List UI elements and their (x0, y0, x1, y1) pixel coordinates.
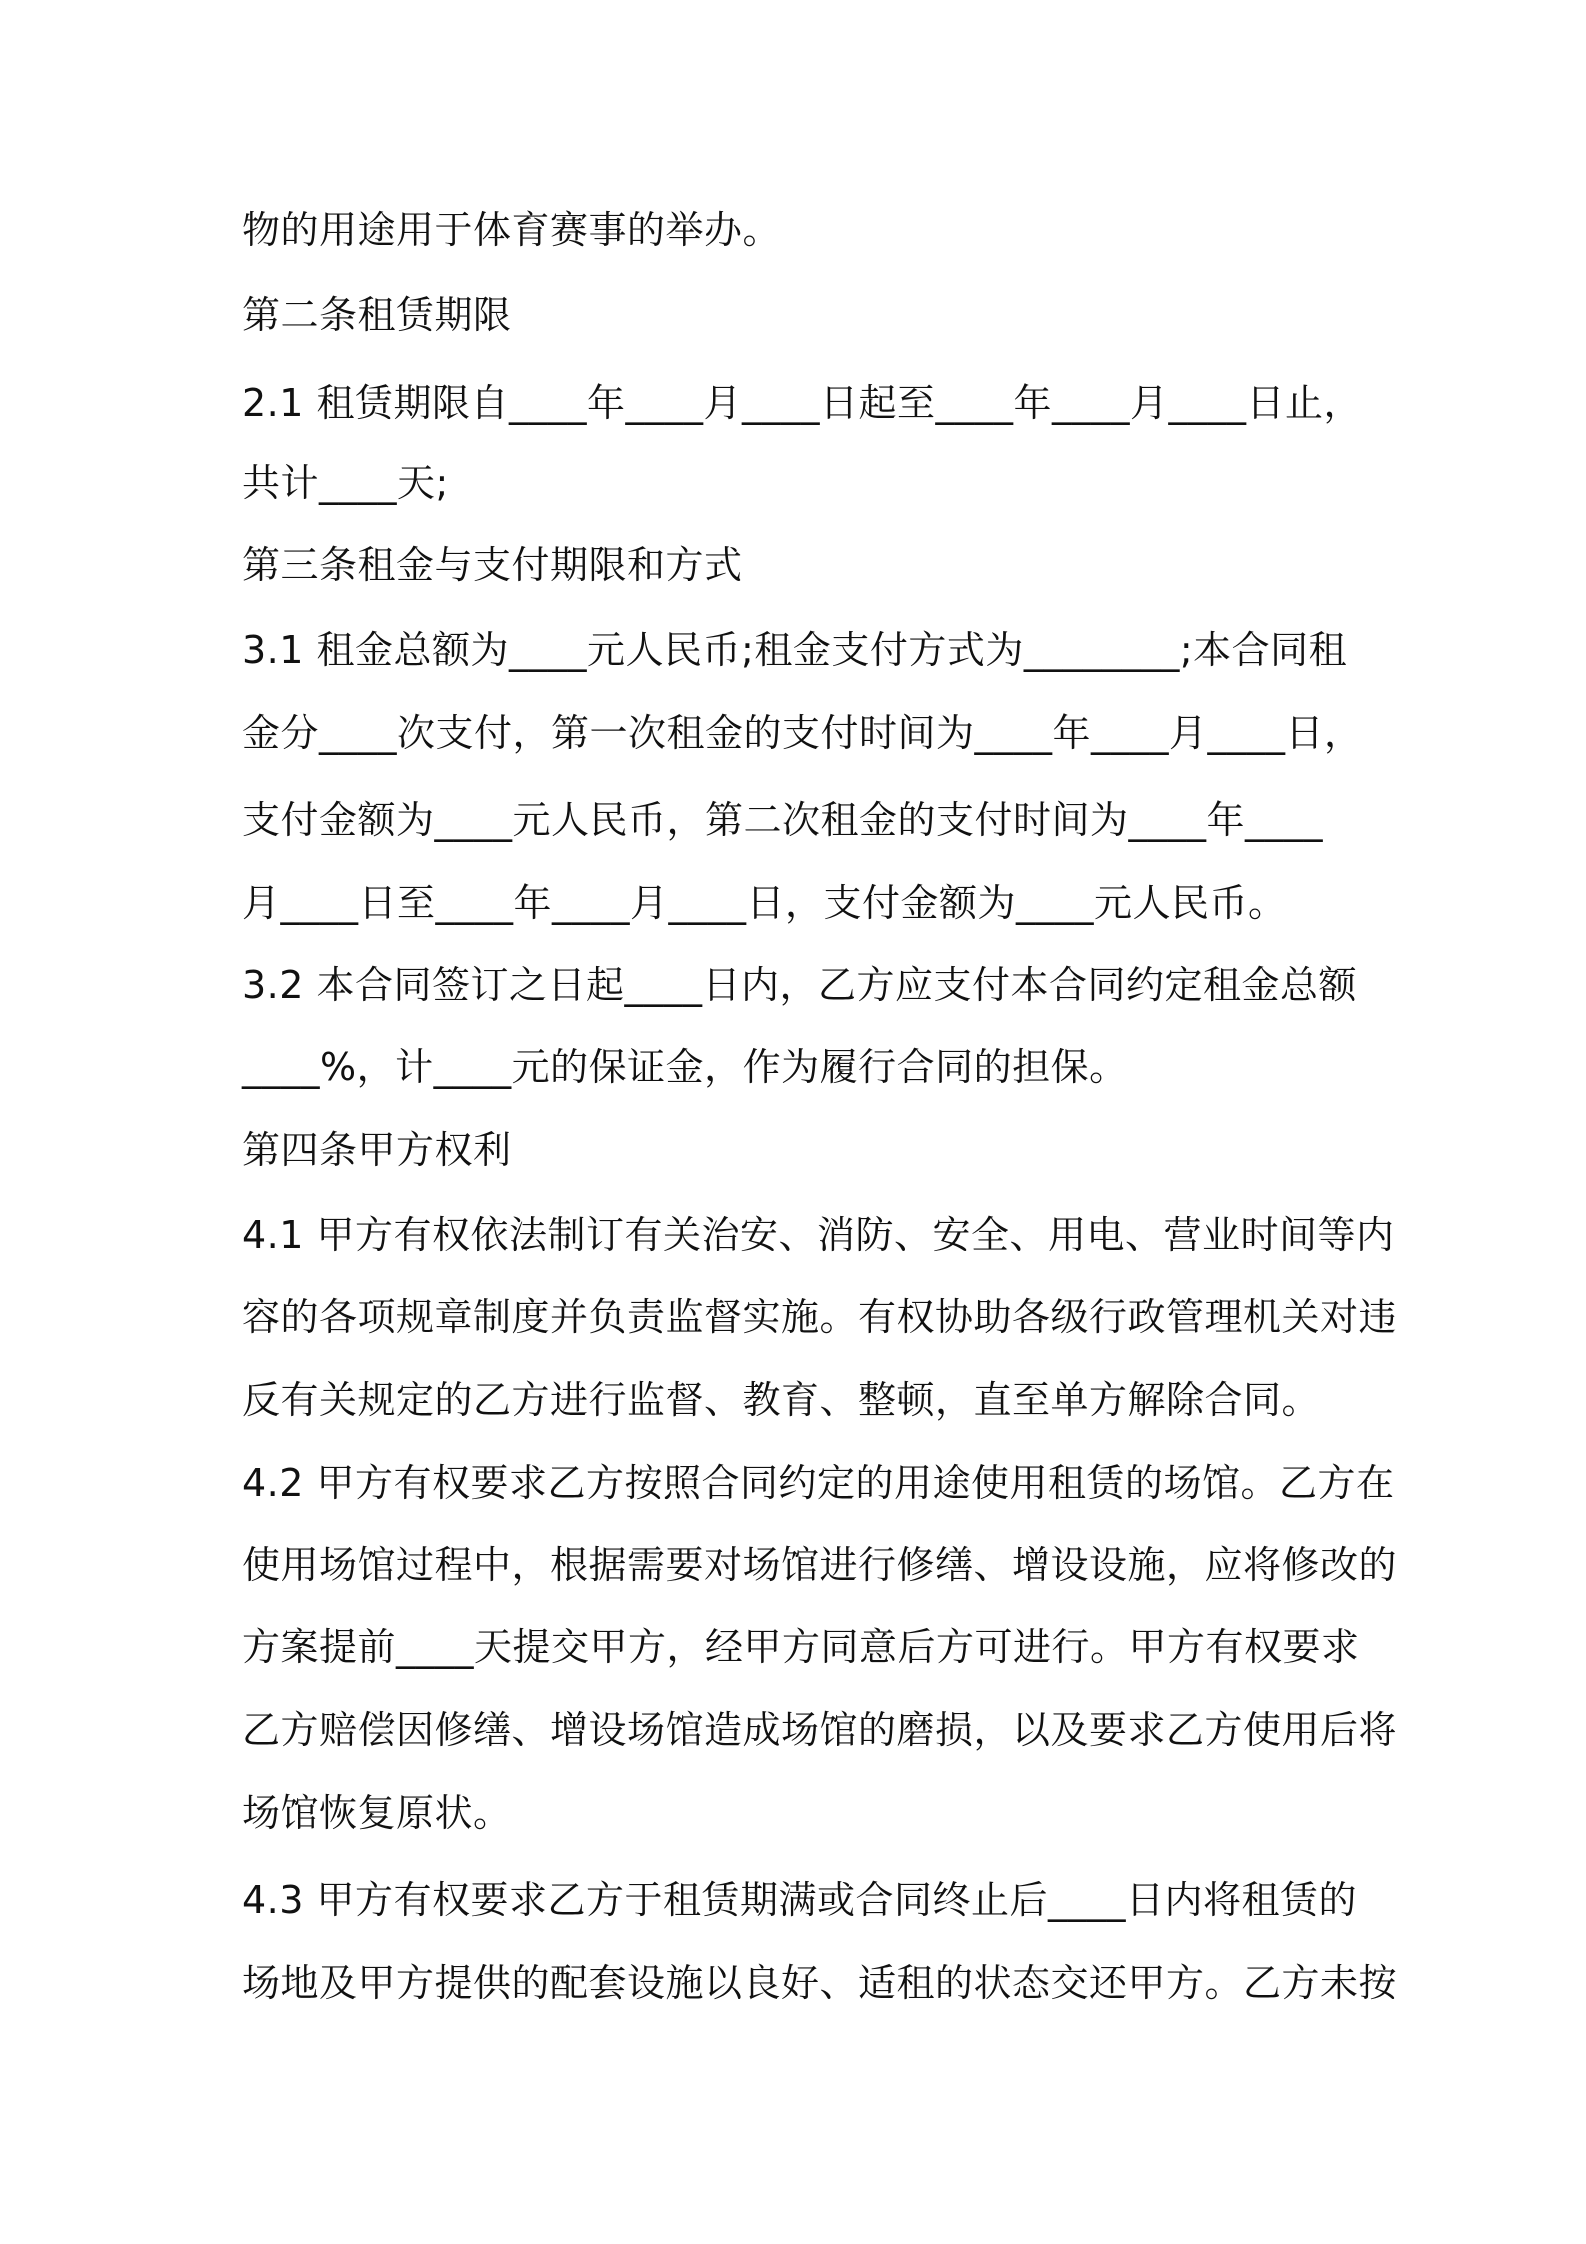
text-line: 场馆恢复原状。 (242, 1791, 512, 1835)
text-line: 物的用途用于体育赛事的举办。 (242, 208, 782, 252)
text-line: 月____日至____年____月____日，支付金额为____元人民币。 (242, 881, 1287, 925)
text-line: 反有关规定的乙方进行监督、教育、整顿，直至单方解除合同。 (242, 1378, 1321, 1422)
text-line: 方案提前____天提交甲方，经甲方同意后方可进行。甲方有权要求 (242, 1625, 1360, 1669)
text-line: 3.2 本合同签订之日起____日内，乙方应支付本合同约定租金总额 (242, 963, 1358, 1007)
text-line: 共计____天; (242, 461, 449, 505)
text-line: 支付金额为____元人民币，第二次租金的支付时间为____年____ (242, 798, 1324, 842)
text-line: 乙方赔偿因修缮、增设场馆造成场馆的磨损，以及要求乙方使用后将 (242, 1708, 1398, 1752)
text-line: 4.3 甲方有权要求乙方于租赁期满或合同终止后____日内将租赁的 (242, 1878, 1358, 1922)
text-line: 金分____次支付，第一次租金的支付时间为____年____月____日， (242, 711, 1363, 755)
section-heading: 第二条租赁期限 (242, 293, 512, 337)
text-line: 3.1 租金总额为____元人民币;租金支付方式为________;本合同租 (242, 628, 1348, 672)
text-line: 4.1 甲方有权依法制订有关治安、消防、安全、用电、营业时间等内 (242, 1213, 1395, 1257)
text-line: ____%，计____元的保证金，作为履行合同的担保。 (242, 1045, 1128, 1089)
text-line: 使用场馆过程中，根据需要对场馆进行修缮、增设设施，应将修改的 (242, 1543, 1398, 1587)
text-line: 容的各项规章制度并负责监督实施。有权协助各级行政管理机关对违 (242, 1295, 1398, 1339)
section-heading: 第四条甲方权利 (242, 1128, 512, 1172)
text-line: 场地及甲方提供的配套设施以良好、适租的状态交还甲方。乙方未按 (242, 1961, 1398, 2005)
text-line: 2.1 租赁期限自____年____月____日起至____年____月____日止， (242, 381, 1363, 425)
text-line: 4.2 甲方有权要求乙方按照合同约定的用途使用租赁的场馆。乙方在 (242, 1461, 1395, 1505)
section-heading: 第三条租金与支付期限和方式 (242, 543, 743, 587)
